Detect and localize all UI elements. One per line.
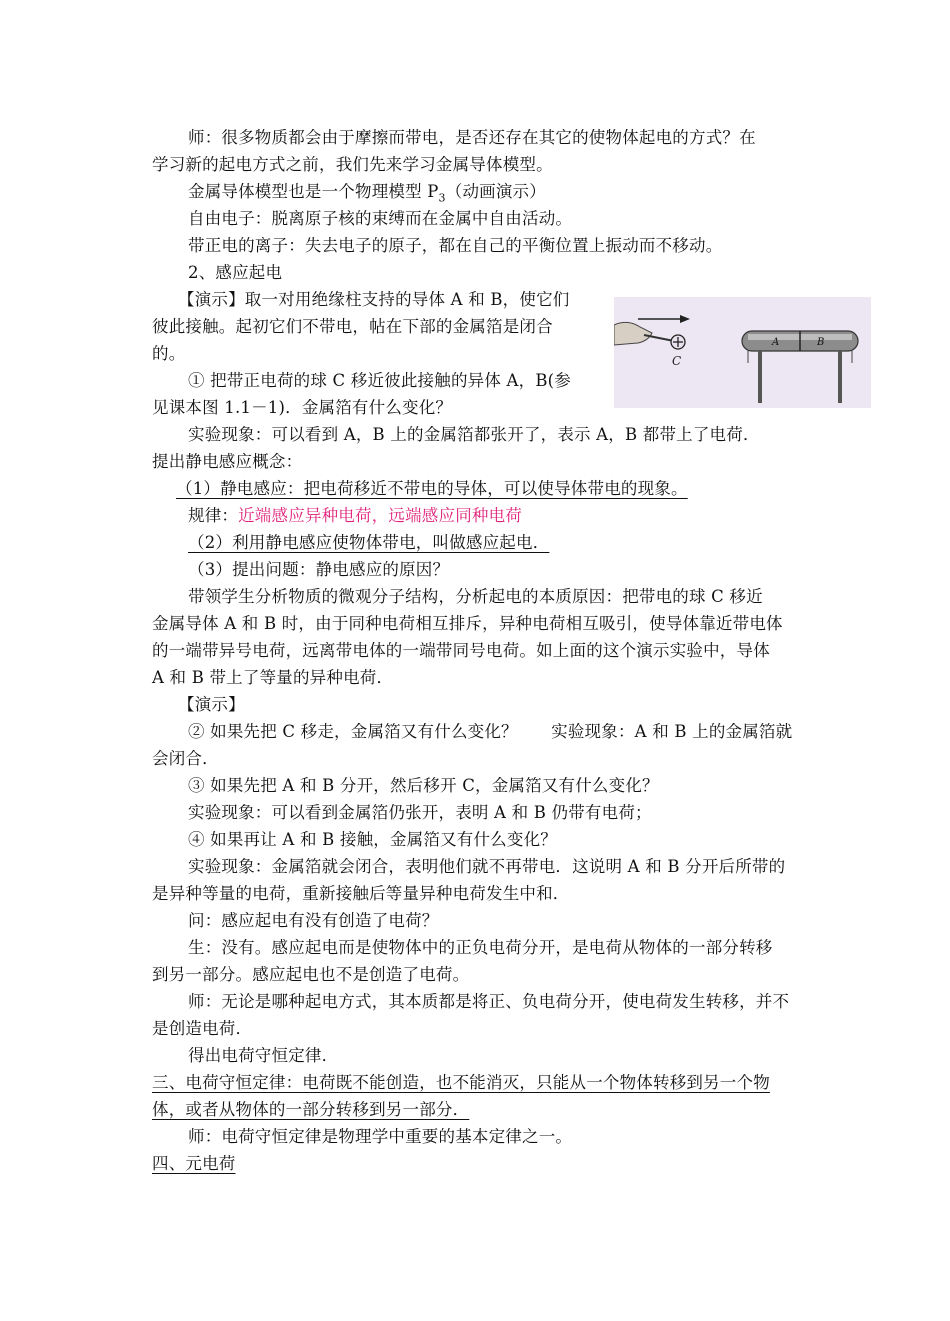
paragraph-line: 师：很多物质都会由于摩擦而带电，是否还存在其它的使物体起电的方式？在 [188,128,756,147]
paragraph-line: 实验现象：可以看到金属箔仍张开，表明 A 和 B 仍带有电荷； [188,803,652,822]
law-statement: 体，或者从物体的一部分转移到另一部分． [152,1100,470,1119]
paragraph-line: 的一端带异号电荷，远离带电体的一端带同号电荷。如上面的这个演示实验中，导体 [152,641,770,660]
rule-label: 规律： [188,506,239,525]
section-heading: 四、元电荷 [152,1154,236,1173]
paragraph-line: 到另一部分。感应起电也不是创造了电荷。 [152,965,470,984]
paragraph-line: 自由电子：脱离原子核的束缚而在金属中自由活动。 [188,209,573,228]
label-b: B [817,337,825,348]
label-c: C [672,354,682,368]
paragraph-text: 金属导体模型也是一个物理模型 P [188,182,439,201]
electrostatic-induction-figure [614,297,871,408]
rule-text: 近端感应异种电荷，远端感应同种电荷 [238,506,523,525]
paragraph-line: 彼此接触。起初它们不带电，帖在下部的金属箔是闭合 [152,317,553,336]
paragraph-line: ③ 如果先把 A 和 B 分开，然后移开 C，金属箔又有什么变化？ [188,776,659,795]
paragraph-line: 实验现象：可以看到 A，B 上的金属箔都张开了，表示 A，B 都带上了电荷． [188,425,760,444]
rule-line [188,503,838,529]
paragraph-line: 见课本图 1.1－1)．金属箔有什么变化？ [152,398,453,417]
paragraph-line: 得出电荷守恒定律． [188,1046,339,1065]
paragraph-line: 带领学生分析物质的微观分子结构，分析起电的本质原因：把带电的球 C 移近 [188,587,763,606]
paragraph-line: 提出静电感应概念： [152,452,303,471]
paragraph-line: 生：没有。感应起电而是使物体中的正负电荷分开，是电荷从物体的一部分转移 [188,938,773,957]
paragraph-line: 实验现象：金属箔就会闭合，表明他们就不再带电．这说明 A 和 B 分开后所带的 [188,857,786,876]
paragraph-line: 师：无论是哪种起电方式，其本质都是将正、负电荷分开，使电荷发生转移，并不 [188,992,790,1011]
paragraph-line: ④ 如果再让 A 和 B 接触，金属箔又有什么变化？ [188,830,557,849]
paragraph-line: 会闭合． [152,749,219,768]
label-a: A [772,337,780,348]
paragraph-line: 问：感应起电有没有创造了电荷？ [188,911,439,930]
paragraph-line: 的。 [152,344,186,363]
section-heading: 2、感应起电 [188,263,283,282]
paragraph-line: 【演示】 [178,695,245,714]
paragraph-line: ② 如果先把 C 移走，金属箔又有什么变化？ 实验现象：A 和 B 上的金属箔就 [188,722,793,741]
paragraph-line: （3）提出问题：静电感应的原因？ [188,560,450,579]
definition-line: （1）静电感应：把电荷移近不带电的导体，可以使导体带电的现象。 [176,479,688,498]
paragraph-line: 【演示】取一对用绝缘柱支持的导体 A 和 B，使它们 [178,290,570,309]
paragraph-line: A 和 B 带上了等量的异种电荷． [152,668,394,687]
definition-line: （2）利用静电感应使物体带电，叫做感应起电． [188,533,550,552]
paragraph-line: 是创造电荷． [152,1019,253,1038]
paragraph-line: ① 把带正电荷的球 C 移近彼此接触的异体 A，B(参 [188,371,571,390]
law-statement: 三、电荷守恒定律：电荷既不能创造，也不能消灭，只能从一个物体转移到另一个物 [152,1073,770,1092]
paragraph-line: 学习新的起电方式之前，我们先来学习金属导体模型。 [152,155,553,174]
paragraph-line: 金属导体 A 和 B 时，由于同种电荷相互排斥，异种电荷相互吸引，使导体靠近带电体 [152,614,783,633]
paragraph-line: 师：电荷守恒定律是物理学中重要的基本定律之一。 [188,1127,573,1146]
paragraph-text: （动画演示） [445,182,546,201]
paragraph-line: 是异种等量的电荷，重新接触后等量异种电荷发生中和． [152,884,570,903]
paragraph-line: 带正电的离子：失去电子的原子，都在自己的平衡位置上振动而不移动。 [188,236,723,255]
subscript: 3 [438,191,446,205]
